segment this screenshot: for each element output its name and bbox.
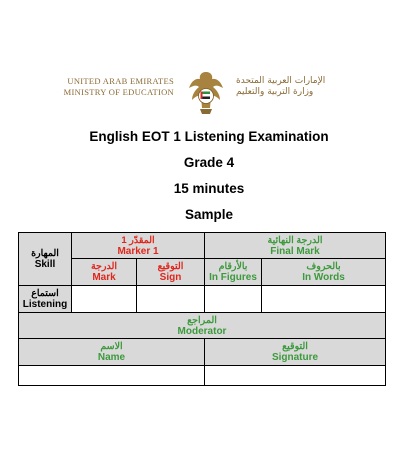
sign-header-cell — [137, 259, 205, 286]
marker1-label-en: Marker 1 — [117, 245, 159, 257]
moderator-label-ar: المراجع — [187, 314, 217, 326]
exam-title: English EOT 1 Listening Examination — [89, 129, 329, 144]
ministry-header — [62, 66, 362, 118]
name-label-en: Name — [97, 352, 126, 363]
exam-titles — [0, 124, 418, 228]
name-header-cell — [19, 339, 205, 366]
mark-header-cell — [72, 259, 137, 286]
skill-label-ar: المهارة — [31, 248, 59, 259]
mark-label-en: Mark — [92, 272, 116, 283]
listening-sign-field[interactable] — [137, 286, 205, 313]
final-mark-words-field[interactable] — [262, 286, 386, 313]
uae-falcon-emblem-icon — [180, 66, 232, 118]
ministry-ar-line-1: الإمارات العربية المتحدة — [236, 76, 326, 86]
listening-skill-cell — [19, 286, 72, 313]
sign-label-en: Sign — [159, 272, 182, 283]
ministry-ar-line-2: وزارة التربية والتعليم — [236, 87, 314, 97]
in-words-header-cell — [262, 259, 386, 286]
ministry-en-line-1: UNITED ARAB EMIRATES — [67, 76, 174, 86]
moderator-header-cell — [19, 313, 386, 339]
grade-title: Grade 4 — [183, 155, 235, 170]
ministry-en-line-2: MINISTRY OF EDUCATION — [63, 87, 174, 97]
moderator-signature-field[interactable] — [205, 366, 386, 386]
signature-label-ar: التوقيع — [282, 341, 308, 352]
marker1-header-cell — [72, 233, 205, 259]
ministry-name-english — [62, 76, 174, 98]
in-words-label-ar: بالحروف — [306, 261, 341, 272]
final-mark-header-cell — [205, 233, 386, 259]
skill-header-cell — [19, 233, 72, 286]
duration-title: 15 minutes — [173, 181, 245, 196]
moderator-name-field[interactable] — [19, 366, 205, 386]
sample-title: Sample — [184, 207, 234, 222]
in-figures-label-ar: بالأرقام — [218, 261, 248, 272]
mark-label-ar: الدرجة — [90, 261, 118, 272]
signature-header-cell — [205, 339, 386, 366]
listening-label-en: Listening — [22, 299, 68, 310]
moderator-label-en: Moderator — [177, 325, 227, 337]
final-mark-label-ar: الدرجة النهائية — [267, 234, 323, 246]
in-figures-header-cell — [205, 259, 262, 286]
marker1-label-ar: المقدّر 1 — [121, 234, 155, 246]
in-words-label-en: In Words — [302, 272, 345, 283]
final-mark-label-en: Final Mark — [270, 245, 320, 257]
listening-mark-field[interactable] — [72, 286, 137, 313]
signature-label-en: Signature — [271, 352, 319, 363]
marking-table — [18, 232, 386, 386]
name-label-ar: الاسم — [100, 341, 123, 352]
sign-label-ar: التوقيع — [157, 261, 184, 272]
skill-label-en: Skill — [34, 259, 56, 270]
listening-label-ar: استماع — [31, 288, 59, 299]
ministry-name-arabic — [236, 76, 356, 98]
final-mark-figures-field[interactable] — [205, 286, 262, 313]
in-figures-label-en: In Figures — [209, 272, 257, 283]
